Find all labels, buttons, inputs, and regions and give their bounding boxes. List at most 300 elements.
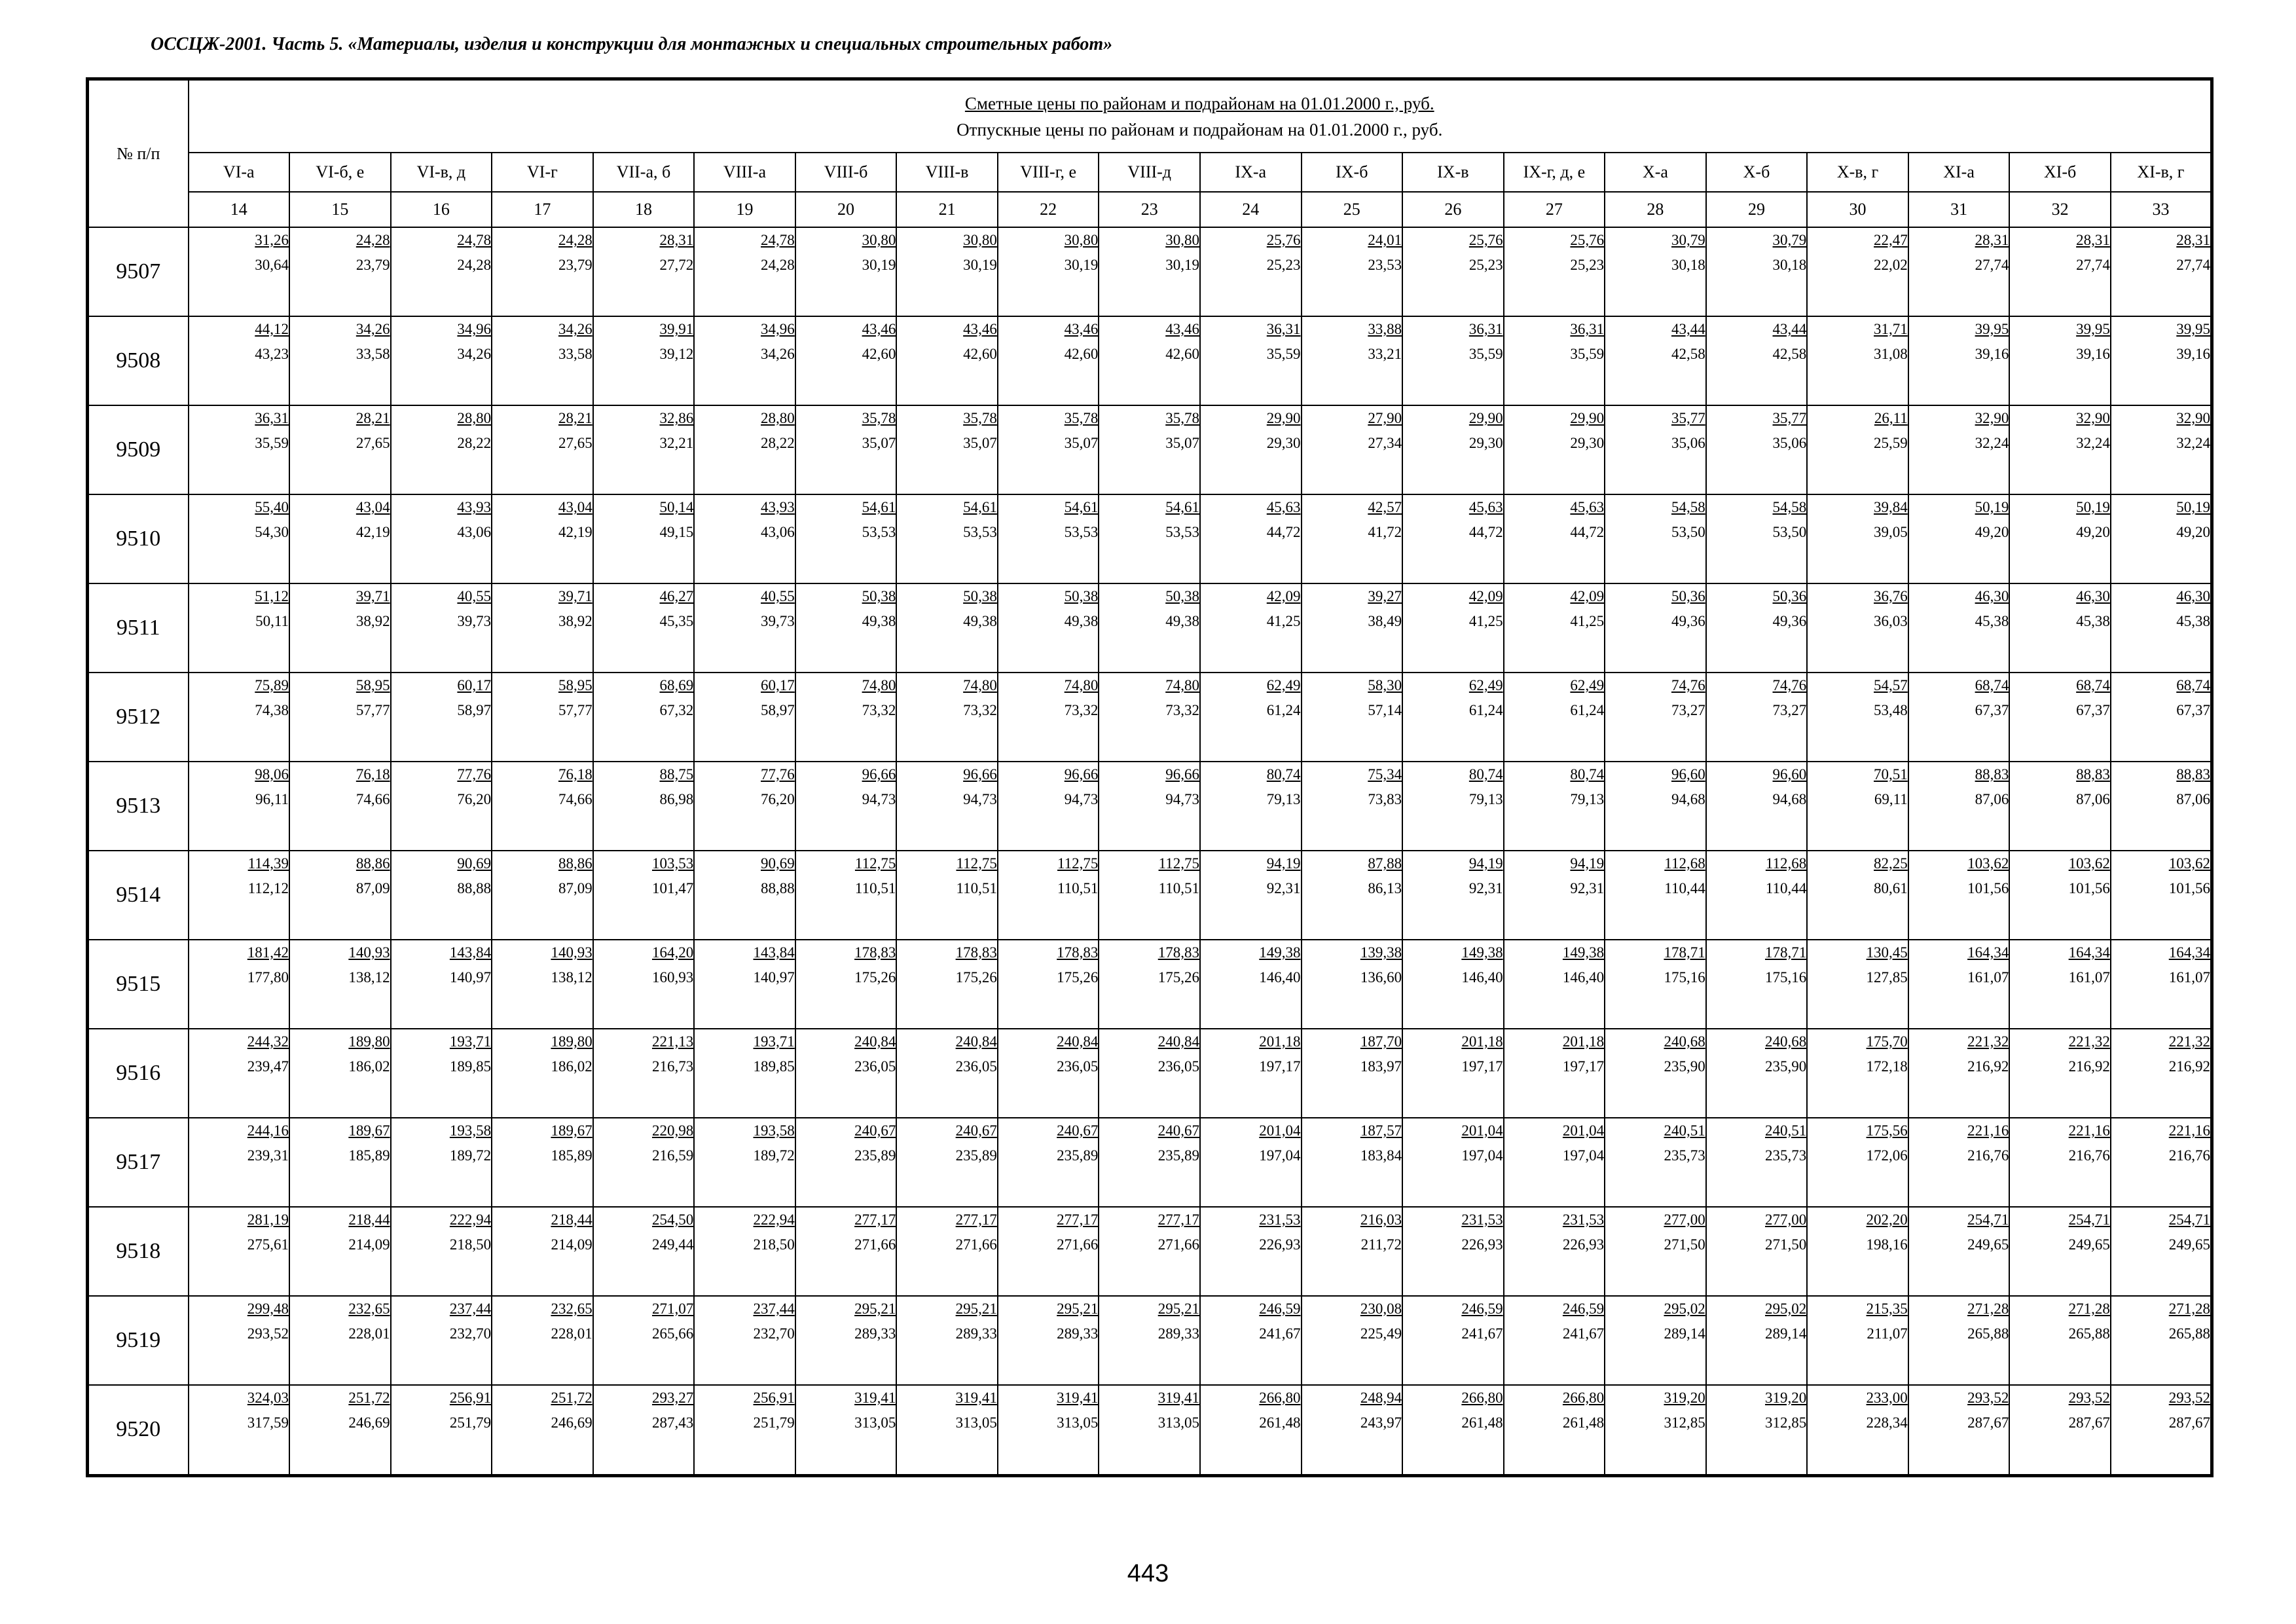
release-price: 189,72 <box>449 1147 492 1164</box>
release-price: 146,40 <box>1562 969 1605 986</box>
estimate-price: 54,61 <box>963 498 997 515</box>
release-price: 226,93 <box>1562 1236 1605 1253</box>
estimate-price: 266,80 <box>1259 1389 1301 1406</box>
estimate-price: 43,93 <box>457 498 492 515</box>
release-price: 67,37 <box>1975 701 2009 718</box>
district-header: IX-г, д, е <box>1504 153 1605 192</box>
release-price: 88,88 <box>457 879 492 896</box>
estimate-price: 221,13 <box>651 1033 694 1050</box>
price-cell <box>289 1118 391 1207</box>
estimate-price: 39,71 <box>558 587 592 604</box>
estimate-price: 34,96 <box>761 320 795 337</box>
estimate-price: 28,21 <box>355 409 390 426</box>
caption-release-prices: Отпускные цены по районам и подрайонам на 01.01.2000 г., руб. <box>957 119 1443 139</box>
release-price: 29,30 <box>1468 434 1503 451</box>
estimate-price: 277,00 <box>1765 1211 1807 1228</box>
release-price: 41,72 <box>1368 523 1402 540</box>
estimate-price: 32,86 <box>659 409 694 426</box>
table-row <box>88 1385 2212 1476</box>
price-cell <box>189 1207 290 1296</box>
estimate-price: 254,71 <box>2168 1211 2210 1228</box>
item-number: 9511 <box>88 583 189 673</box>
release-price: 73,32 <box>963 701 997 718</box>
price-cell <box>1099 494 1200 583</box>
price-cell <box>1302 1296 1403 1385</box>
price-cell <box>289 1296 391 1385</box>
price-cell <box>795 1296 897 1385</box>
district-header: VII-а, б <box>593 153 695 192</box>
release-price: 49,20 <box>1975 523 2009 540</box>
price-cell <box>593 583 695 673</box>
estimate-price: 45,63 <box>1570 498 1605 515</box>
release-price: 35,07 <box>1064 434 1099 451</box>
price-cell <box>2111 1385 2212 1476</box>
estimate-price: 28,80 <box>761 409 795 426</box>
release-price: 30,19 <box>1165 257 1199 273</box>
estimate-price: 201,04 <box>1259 1122 1301 1139</box>
price-cell <box>1807 227 1908 316</box>
district-header: IX-в <box>1402 153 1504 192</box>
column-index: 14 <box>189 192 290 227</box>
release-price: 235,89 <box>854 1147 896 1164</box>
estimate-price: 32,90 <box>2076 409 2110 426</box>
estimate-price: 201,18 <box>1461 1033 1503 1050</box>
release-price: 225,49 <box>1360 1325 1402 1342</box>
price-cell <box>1200 227 1302 316</box>
price-cell <box>1605 1118 1706 1207</box>
estimate-price: 77,76 <box>761 766 795 783</box>
price-cell <box>1302 227 1403 316</box>
release-price: 140,97 <box>449 969 492 986</box>
estimate-price: 88,83 <box>2176 766 2210 783</box>
release-price: 185,89 <box>551 1147 592 1164</box>
estimate-price: 293,27 <box>651 1389 694 1406</box>
price-cell <box>998 1029 1099 1118</box>
release-price: 32,24 <box>2076 434 2110 451</box>
estimate-price: 299,48 <box>247 1300 289 1317</box>
estimate-price: 90,69 <box>457 855 492 872</box>
estimate-price: 221,16 <box>2168 1122 2210 1139</box>
estimate-price: 28,31 <box>2176 232 2210 248</box>
release-price: 38,49 <box>1368 612 1402 629</box>
price-cell <box>593 940 695 1029</box>
release-price: 42,19 <box>355 523 390 540</box>
estimate-price: 46,30 <box>2076 587 2110 604</box>
estimate-price: 36,31 <box>1570 320 1605 337</box>
price-cell <box>189 227 290 316</box>
estimate-price: 248,94 <box>1360 1389 1402 1406</box>
price-cell <box>593 762 695 851</box>
release-price: 79,13 <box>1266 790 1301 807</box>
estimate-price: 271,28 <box>2068 1300 2110 1317</box>
release-price: 161,07 <box>2168 969 2210 986</box>
estimate-price: 33,88 <box>1368 320 1402 337</box>
price-cell <box>391 227 492 316</box>
price-cell <box>1200 405 1302 494</box>
price-cell <box>492 1385 593 1476</box>
release-price: 216,73 <box>651 1058 694 1075</box>
estimate-price: 143,84 <box>449 944 492 961</box>
estimate-price: 103,62 <box>2168 855 2210 872</box>
price-cell <box>1706 494 1808 583</box>
release-price: 23,79 <box>558 257 592 273</box>
estimate-price: 35,78 <box>963 409 997 426</box>
district-header: X-б <box>1706 153 1808 192</box>
release-price: 25,23 <box>1570 257 1605 273</box>
estimate-price: 54,61 <box>1165 498 1199 515</box>
price-cell <box>289 583 391 673</box>
release-price: 216,92 <box>2068 1058 2110 1075</box>
estimate-price: 164,34 <box>2068 944 2110 961</box>
price-cell <box>2111 673 2212 762</box>
estimate-price: 112,75 <box>1057 855 1099 872</box>
price-cell <box>998 405 1099 494</box>
price-cell <box>1706 673 1808 762</box>
estimate-price: 62,49 <box>1468 676 1503 693</box>
estimate-price: 271,28 <box>1967 1300 2009 1317</box>
estimate-price: 46,27 <box>659 587 694 604</box>
estimate-price: 43,04 <box>355 498 390 515</box>
estimate-price: 35,78 <box>1165 409 1199 426</box>
price-cell <box>289 851 391 940</box>
district-header: VI-б, е <box>289 153 391 192</box>
price-cell <box>1200 1029 1302 1118</box>
price-cell <box>2009 1296 2111 1385</box>
price-cell <box>593 1118 695 1207</box>
column-index: 27 <box>1504 192 1605 227</box>
estimate-price: 50,38 <box>963 587 997 604</box>
price-cell <box>795 1207 897 1296</box>
price-cell <box>1908 1207 2010 1296</box>
release-price: 172,18 <box>1866 1058 1908 1075</box>
price-cell <box>189 851 290 940</box>
price-cell <box>1908 762 2010 851</box>
estimate-price: 293,52 <box>2068 1389 2110 1406</box>
price-cell <box>1706 940 1808 1029</box>
price-cell <box>1807 583 1908 673</box>
release-price: 246,69 <box>551 1414 592 1431</box>
estimate-price: 42,57 <box>1368 498 1402 515</box>
price-cell <box>391 851 492 940</box>
estimate-price: 254,50 <box>651 1211 694 1228</box>
price-cell <box>896 1296 998 1385</box>
estimate-price: 28,80 <box>457 409 492 426</box>
price-cell <box>289 405 391 494</box>
price-cell <box>896 1118 998 1207</box>
release-price: 101,56 <box>2168 879 2210 896</box>
price-cell <box>2111 1207 2212 1296</box>
estimate-price: 237,44 <box>449 1300 492 1317</box>
release-price: 175,26 <box>854 969 896 986</box>
estimate-price: 50,38 <box>1165 587 1199 604</box>
price-cell <box>694 405 795 494</box>
release-price: 226,93 <box>1461 1236 1503 1253</box>
price-cell <box>1706 227 1808 316</box>
release-price: 249,65 <box>1967 1236 2009 1253</box>
estimate-price: 46,30 <box>1975 587 2009 604</box>
price-cell <box>1402 316 1504 405</box>
release-price: 94,68 <box>1772 790 1807 807</box>
price-cell <box>492 1029 593 1118</box>
estimate-price: 74,80 <box>963 676 997 693</box>
release-price: 27,74 <box>2176 257 2210 273</box>
release-price: 39,73 <box>761 612 795 629</box>
price-cell <box>189 1029 290 1118</box>
estimate-price: 240,84 <box>1057 1033 1099 1050</box>
item-number: 9520 <box>88 1385 189 1476</box>
estimate-price: 295,21 <box>955 1300 997 1317</box>
estimate-price: 43,46 <box>862 320 896 337</box>
release-price: 197,17 <box>1461 1058 1503 1075</box>
estimate-price: 103,53 <box>651 855 694 872</box>
price-cell <box>1504 1296 1605 1385</box>
price-cell <box>1200 851 1302 940</box>
estimate-price: 103,62 <box>2068 855 2110 872</box>
release-price: 312,85 <box>1664 1414 1705 1431</box>
release-price: 49,20 <box>2076 523 2110 540</box>
price-cell <box>492 1207 593 1296</box>
release-price: 271,50 <box>1664 1236 1705 1253</box>
release-price: 73,32 <box>1165 701 1199 718</box>
estimate-price: 87,88 <box>1368 855 1402 872</box>
estimate-price: 193,71 <box>753 1033 795 1050</box>
price-cell <box>1302 940 1403 1029</box>
column-index: 21 <box>896 192 998 227</box>
price-cell <box>1605 1207 1706 1296</box>
estimate-price: 112,75 <box>1158 855 1199 872</box>
estimate-price: 178,83 <box>854 944 896 961</box>
price-cell <box>289 673 391 762</box>
price-cell <box>492 405 593 494</box>
release-price: 28,22 <box>761 434 795 451</box>
column-index: 18 <box>593 192 695 227</box>
price-cell <box>189 405 290 494</box>
price-cell <box>2009 940 2111 1029</box>
estimate-price: 39,71 <box>355 587 390 604</box>
price-cell <box>795 1118 897 1207</box>
release-price: 189,72 <box>753 1147 795 1164</box>
price-cell <box>1402 405 1504 494</box>
estimate-price: 40,55 <box>761 587 795 604</box>
price-cell <box>1200 494 1302 583</box>
price-cell <box>998 762 1099 851</box>
release-price: 261,48 <box>1259 1414 1301 1431</box>
table-row <box>88 940 2212 1029</box>
table-row <box>88 1207 2212 1296</box>
estimate-price: 24,78 <box>761 232 795 248</box>
release-price: 42,58 <box>1671 345 1705 362</box>
estimate-price: 42,09 <box>1468 587 1503 604</box>
release-price: 271,66 <box>1157 1236 1199 1253</box>
release-price: 41,25 <box>1570 612 1605 629</box>
estimate-price: 271,07 <box>651 1300 694 1317</box>
price-cell <box>1605 1385 1706 1476</box>
estimate-price: 193,71 <box>449 1033 492 1050</box>
price-cell <box>593 227 695 316</box>
release-price: 146,40 <box>1461 969 1503 986</box>
estimate-price: 60,17 <box>457 676 492 693</box>
price-cell <box>391 316 492 405</box>
district-header: VI-в, д <box>391 153 492 192</box>
price-cell <box>1099 1118 1200 1207</box>
price-cell <box>1706 1207 1808 1296</box>
price-cell <box>391 1118 492 1207</box>
estimate-price: 98,06 <box>255 766 289 783</box>
release-price: 31,08 <box>1874 345 1908 362</box>
release-price: 183,97 <box>1360 1058 1402 1075</box>
release-price: 161,07 <box>2068 969 2110 986</box>
release-price: 313,05 <box>854 1414 896 1431</box>
release-price: 57,77 <box>355 701 390 718</box>
district-header: XI-б <box>2009 153 2111 192</box>
price-cell <box>2111 940 2212 1029</box>
price-cell <box>1504 494 1605 583</box>
estimate-price: 114,39 <box>247 855 289 872</box>
estimate-price: 60,17 <box>761 676 795 693</box>
release-price: 236,05 <box>955 1058 997 1075</box>
price-cell <box>2009 1029 2111 1118</box>
price-cell <box>1605 673 1706 762</box>
estimate-price: 277,17 <box>1057 1211 1099 1228</box>
estimate-price: 319,20 <box>1765 1389 1807 1406</box>
release-price: 243,97 <box>1360 1414 1402 1431</box>
estimate-price: 68,74 <box>2176 676 2210 693</box>
release-price: 35,06 <box>1671 434 1705 451</box>
estimate-price: 24,28 <box>558 232 592 248</box>
estimate-price: 40,55 <box>457 587 492 604</box>
table-row <box>88 227 2212 316</box>
estimate-price: 32,90 <box>2176 409 2210 426</box>
table-row <box>88 1118 2212 1207</box>
estimate-price: 215,35 <box>1866 1300 1908 1317</box>
release-price: 161,07 <box>1967 969 2009 986</box>
release-price: 35,59 <box>1468 345 1503 362</box>
price-cell <box>1302 494 1403 583</box>
table-row <box>88 583 2212 673</box>
estimate-price: 58,95 <box>558 676 592 693</box>
price-cell <box>2009 1385 2111 1476</box>
release-price: 160,93 <box>651 969 694 986</box>
estimate-price: 240,67 <box>1157 1122 1199 1139</box>
release-price: 216,92 <box>1967 1058 2009 1075</box>
release-price: 57,14 <box>1368 701 1402 718</box>
release-price: 246,69 <box>348 1414 390 1431</box>
table-row <box>88 673 2212 762</box>
price-cell <box>289 940 391 1029</box>
release-price: 27,74 <box>2076 257 2110 273</box>
estimate-price: 240,84 <box>854 1033 896 1050</box>
release-price: 61,24 <box>1570 701 1605 718</box>
estimate-price: 35,77 <box>1671 409 1705 426</box>
column-index: 28 <box>1605 192 1706 227</box>
item-number: 9516 <box>88 1029 189 1118</box>
price-cell <box>289 494 391 583</box>
price-cell <box>998 583 1099 673</box>
release-price: 34,26 <box>761 345 795 362</box>
price-cell <box>1200 940 1302 1029</box>
release-price: 74,66 <box>355 790 390 807</box>
release-price: 236,05 <box>854 1058 896 1075</box>
estimate-price: 88,83 <box>2076 766 2110 783</box>
estimate-price: 94,19 <box>1570 855 1605 872</box>
price-cell <box>1504 762 1605 851</box>
price-cell <box>593 673 695 762</box>
estimate-price: 220,98 <box>651 1122 694 1139</box>
price-cell <box>1302 762 1403 851</box>
estimate-price: 55,40 <box>255 498 289 515</box>
release-price: 25,59 <box>1874 434 1908 451</box>
release-price: 74,66 <box>558 790 592 807</box>
estimate-price: 193,58 <box>449 1122 492 1139</box>
price-cell <box>289 762 391 851</box>
estimate-price: 96,66 <box>1064 766 1099 783</box>
price-cell <box>795 316 897 405</box>
estimate-price: 34,26 <box>355 320 390 337</box>
table-row <box>88 1296 2212 1385</box>
release-price: 33,21 <box>1368 345 1402 362</box>
release-price: 73,27 <box>1671 701 1705 718</box>
price-cell <box>1402 673 1504 762</box>
estimate-price: 24,78 <box>457 232 492 248</box>
release-price: 175,26 <box>955 969 997 986</box>
release-price: 53,50 <box>1772 523 1807 540</box>
release-price: 45,35 <box>659 612 694 629</box>
release-price: 175,16 <box>1664 969 1705 986</box>
release-price: 197,04 <box>1562 1147 1605 1164</box>
column-index: 29 <box>1706 192 1808 227</box>
estimate-price: 24,01 <box>1368 232 1402 248</box>
price-cell <box>1807 1118 1908 1207</box>
estimate-price: 90,69 <box>761 855 795 872</box>
release-price: 41,25 <box>1468 612 1503 629</box>
release-price: 249,65 <box>2168 1236 2210 1253</box>
release-price: 216,59 <box>651 1147 694 1164</box>
estimate-price: 32,90 <box>1975 409 2009 426</box>
price-cell <box>2009 494 2111 583</box>
release-price: 186,02 <box>348 1058 390 1075</box>
estimate-price: 139,38 <box>1360 944 1402 961</box>
estimate-price: 246,59 <box>1259 1300 1301 1317</box>
release-price: 275,61 <box>247 1236 289 1253</box>
estimate-price: 36,76 <box>1874 587 1908 604</box>
price-cell <box>795 227 897 316</box>
release-price: 236,05 <box>1157 1058 1199 1075</box>
price-cell <box>289 227 391 316</box>
estimate-price: 277,17 <box>1157 1211 1199 1228</box>
release-price: 265,88 <box>1967 1325 2009 1342</box>
price-cell <box>1908 673 2010 762</box>
release-price: 87,06 <box>2176 790 2210 807</box>
release-price: 236,05 <box>1057 1058 1099 1075</box>
release-price: 235,73 <box>1664 1147 1705 1164</box>
price-cell <box>1605 851 1706 940</box>
estimate-price: 178,71 <box>1664 944 1705 961</box>
release-price: 94,73 <box>862 790 896 807</box>
estimate-price: 140,93 <box>551 944 592 961</box>
price-cell <box>795 762 897 851</box>
estimate-price: 221,32 <box>2068 1033 2110 1050</box>
release-price: 293,52 <box>247 1325 289 1342</box>
price-cell <box>1807 940 1908 1029</box>
price-cell <box>1302 1207 1403 1296</box>
estimate-price: 28,31 <box>1975 232 2009 248</box>
estimate-price: 112,68 <box>1765 855 1807 872</box>
item-number: 9517 <box>88 1118 189 1207</box>
caption-estimate-prices: Сметные цены по районам и подрайонам на 01.01.2000 г., руб. <box>964 93 1434 113</box>
estimate-price: 240,51 <box>1765 1122 1807 1139</box>
table-caption <box>189 79 2212 153</box>
price-cell <box>1099 227 1200 316</box>
